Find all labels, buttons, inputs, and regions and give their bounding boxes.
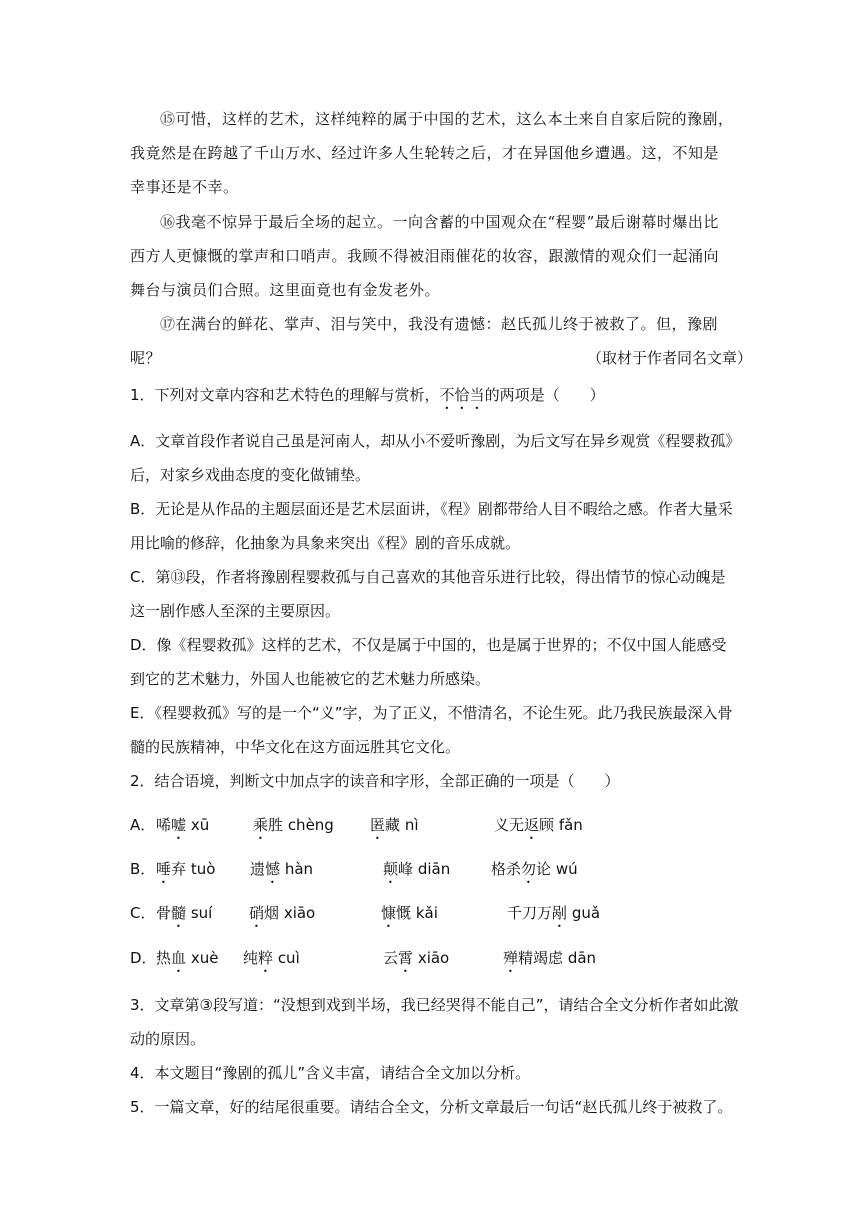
question-1-option-d: D．像《程婴救孤》这样的艺术，不仅是属于中国的，也是属于世界的；不仅中国人能感受到它的艺术魅力，外国人也能被它的艺术魅力所感染。 <box>130 636 727 688</box>
question-2-option-b-item-2: 遗憾 hàn <box>250 860 314 878</box>
paragraph-16: ⑯我毫不惊异于最后全场的起立。一向含蓄的中国观众在“程婴”最后谢幕时爆出比西方人更慷慨的掌声和口哨声。我顾不得被泪雨催花的妆容，跟激情的观众们一起涌向舞台与演员们合照。这里面竟也有金发老外。 <box>130 213 720 299</box>
question-2-option-d-item-4: 殚精竭虑 dān <box>503 949 597 967</box>
question-2-option-c-label: C． <box>130 904 156 922</box>
source-note: （取材于作者同名文章） <box>586 349 752 367</box>
question-1-option-e: E．《程婴救孤》写的是一个“义”字，为了正义，不惜清名，不论生死。此乃我民族最深入骨髓的民族精神，中华文化在这方面远胜其它文化。 <box>130 704 733 756</box>
question-2-option-a-item-3: 匿藏 nì <box>370 816 419 834</box>
question-1-stem-dotted: 不恰当 <box>439 386 485 404</box>
question-4: 4．本文题目“豫剧的孤儿”含义丰富，请结合全文加以分析。 <box>130 1064 531 1082</box>
question-2-stem: 2．结合语境，判断文中加点字的读音和字形，全部正确的一项是（ ） <box>130 772 620 790</box>
paragraph-15: ⑮可惜，这样的艺术，这样纯粹的属于中国的艺术，这么本土来自自家后院的豫剧，我竟然是在跨越了千山万水、经过许多人生轮转之后，才在异国他乡遭遇。这，不知是幸事还是不幸。 <box>130 110 734 196</box>
question-2-option-b-item-3: 颠峰 diān <box>383 860 451 878</box>
question-2-option-d-item-1: 热血 xuè <box>156 949 219 967</box>
question-2-option-c-item-3: 慷慨 kǎi <box>381 904 438 922</box>
question-1-option-a: A．文章首段作者说自己虽是河南人，却从小不爱听豫剧，为后文写在异乡观赏《程婴救孤》后，对家乡戏曲态度的变化做铺垫。 <box>130 432 733 484</box>
question-2-option-a-item-2: 乘胜 chèng <box>253 816 334 834</box>
question-2-option-c-item-1: 骨髓 suí <box>156 904 213 922</box>
question-2-option-d-item-2: 纯粹 cuì <box>243 949 300 967</box>
question-1-stem-before: 1．下列对文章内容和艺术特色的理解与赏析， <box>130 386 440 404</box>
question-2-option-a-item-1: 唏嘘 xū <box>156 816 210 834</box>
question-2-option-d-item-3: 云霄 xiāo <box>383 949 450 967</box>
question-2-option-b-item-4: 格杀勿论 wú <box>491 860 578 878</box>
question-2-option-b-item-1: 唾弃 tuò <box>156 860 216 878</box>
question-2-option-a-label: A． <box>130 816 156 834</box>
question-2-option-d-label: D． <box>130 949 157 967</box>
question-5: 5．一篇文章，好的结尾很重要。请结合全文，分析文章最后一句话“赵氏孤儿终于被救了。 <box>130 1098 733 1116</box>
question-3: 3．文章第③段写道：“没想到戏到半场，我已经哭得不能自己”，请结合全文分析作者如此激动的原因。 <box>130 996 739 1048</box>
question-2-option-b-label: B． <box>130 860 156 878</box>
paragraph-17: ⑰在满台的鲜花、掌声、泪与笑中，我没有遗憾：赵氏孤儿终于被救了。但，豫剧呢？ <box>130 315 719 367</box>
question-1-stem <box>130 378 740 413</box>
question-1-option-c: C．第⑬段，作者将豫剧程婴救孤与自己喜欢的其他音乐进行比较，得出情节的惊心动魄是这一剧作感人至深的主要原因。 <box>130 568 726 620</box>
question-2-option-c-item-2: 硝烟 xiāo <box>249 904 316 922</box>
question-2-option-a-item-4: 义无返顾 fǎn <box>494 816 583 834</box>
question-1-option-b: B．无论是从作品的主题层面还是艺术层面讲，《程》剧都带给人目不暇给之感。作者大量采用比喻的修辞，化抽象为具象来突出《程》剧的音乐成就。 <box>130 500 733 552</box>
question-1-stem-after: 的两项是（ ） <box>484 386 605 404</box>
question-2-option-c-item-4: 千刀万剐 guǎ <box>507 904 601 922</box>
